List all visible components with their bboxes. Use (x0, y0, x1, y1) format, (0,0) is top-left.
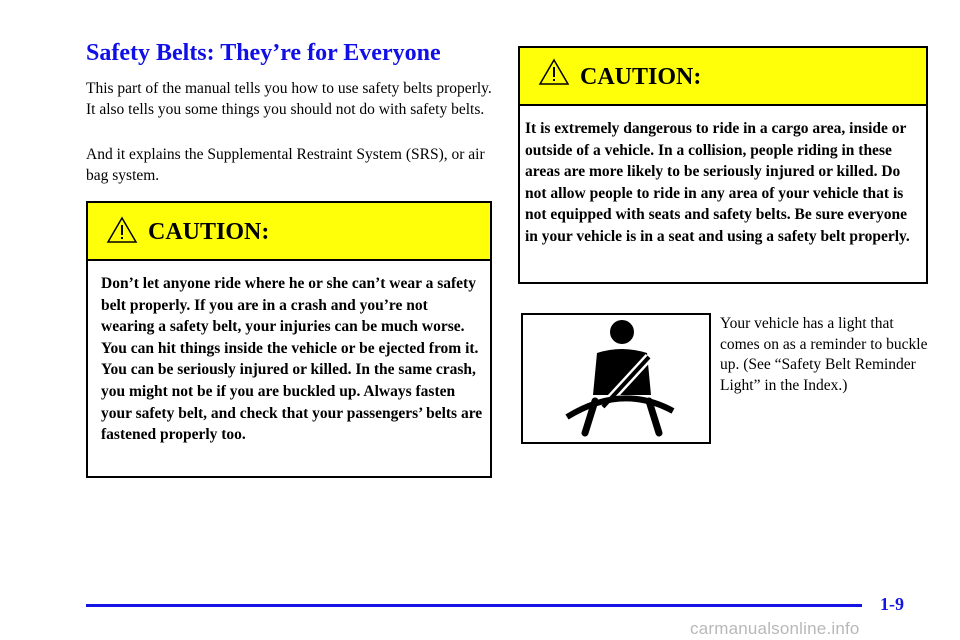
caution-box-left (86, 201, 492, 478)
intro-paragraph: This part of the manual tells you how to use safety belts properly. It also tells you some things you should not do with safety belts. (86, 80, 492, 118)
footer-rule (86, 604, 862, 607)
seatbelt-reminder-figure (521, 313, 711, 444)
caution-title: CAUTION: (580, 64, 702, 90)
warning-triangle-icon (106, 216, 138, 249)
caution-title: CAUTION: (148, 219, 270, 245)
caution-header (88, 203, 490, 261)
seatbelt-reminder-icon (523, 315, 709, 442)
warning-triangle-icon (538, 58, 570, 91)
caution-text: Don’t let anyone ride where he or she can’t wear a safety belt properly. If you are in a crash and you’re not wearing a safety belt, your injuries can be much worse. You can hit things inside the vehicle or be ejected from it. You can be seriously injured or killed. In the same crash, you might not be if you are buckled up. Always fasten your safety belt, and check that your passengers’ belts are fastened properly too. (101, 275, 483, 444)
page-number: 1-9 (880, 594, 904, 614)
watermark: carmanualsonline.info (690, 619, 860, 638)
caution-box-right (518, 46, 928, 284)
reminder-note: Your vehicle has a light that comes on as a reminder to buckle up. (See “Safety Belt Reminder Light” in the Index.) (720, 315, 928, 394)
caution-header (520, 48, 926, 106)
caution-text: It is extremely dangerous to ride in a cargo area, inside or outside of a vehicle. In a collision, people riding in these areas are more likely to be seriously injured or killed. Do not allow people to ride in any area of your vehicle that is not equipped with seats and safety belts. Be sure everyone in your vehicle is in a seat and using a safety belt properly. (525, 120, 910, 245)
section-title: Safety Belts: They’re for Everyone (86, 40, 441, 66)
srs-paragraph: And it explains the Supplemental Restraint System (SRS), or air bag system. (86, 146, 485, 184)
